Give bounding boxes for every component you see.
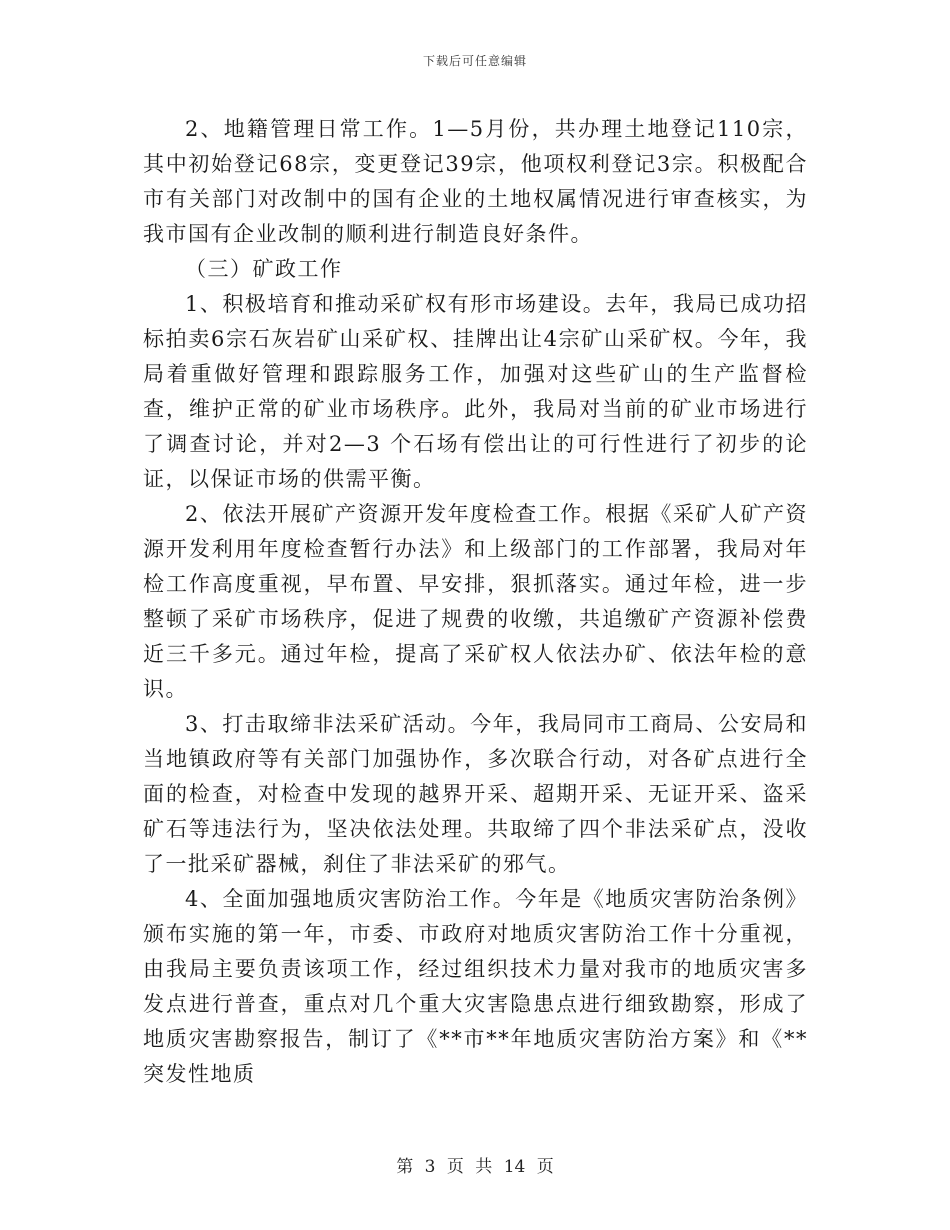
page-header: 下载后可任意编辑 — [422, 54, 527, 68]
paragraph-annual-inspection: 2、依法开展矿产资源开发年度检查工作。根据《采矿人矿产资源开发利用年度检查暂行办法》和上级部门的工作部署，我局对年检工作高度重视，早布置、早安排，狠抓落实。通过年检，进一步整顿了采矿市场秩序，促进了规费的收缴，共追缴矿产资源补偿费近三千多元。通过年检，提高了采矿权人依法办矿、依法年检的意识。 — [143, 502, 808, 701]
paragraph-geological-disaster: 4、全面加强地质灾害防治工作。今年是《地质灾害防治条例》颁布实施的第一年，市委、市政府对地质灾害防治工作十分重视，由我局主要负责该项工作，经过组织技术力量对我市的地质灾害多发点进行普查，重点对几个重大灾害隐患点进行细致勘察，形成了地质灾害勘察报告，制订了《**市**年地质灾害防治方案》和《**突发性地质 — [143, 887, 808, 1086]
paragraph-land-registration: 2、地籍管理日常工作。1—5月份，共办理土地登记110宗，其中初始登记68宗，变更登记39宗，他项权利登记3宗。积极配合市有关部门对改制中的国有企业的土地权属情况进行审查核实，为我市国有企业改制的顺利进行制造良好条件。 — [143, 117, 808, 246]
paragraph-mining-market: 1、积极培育和推动采矿权有形市场建设。去年，我局已成功招标拍卖6宗石灰岩矿山采矿权、挂牌出让4宗矿山采矿权。今年，我局着重做好管理和跟踪服务工作，加强对这些矿山的生产监督检查，维护正常的矿业市场秩序。此外，我局对当前的矿业市场进行了调查讨论，并对2—3 个石场有偿出让的可行性进行了初步的论证，以保证市场的供需平衡。 — [143, 292, 808, 491]
paragraph-illegal-mining: 3、打击取缔非法采矿活动。今年，我局同市工商局、公安局和当地镇政府等有关部门加强协作，多次联合行动，对各矿点进行全面的检查，对检查中发现的越界开采、超期开采、无证开采、盗采矿石等违法行为，坚决依法处理。共取缔了四个非法采矿点，没收了一批采矿器械，刹住了非法采矿的邪气。 — [143, 712, 808, 876]
document-body — [143, 112, 808, 1092]
section-heading-mining: （三）矿政工作 — [185, 257, 343, 281]
page-number-footer: 第 3 页 共 14 页 — [396, 1157, 554, 1177]
